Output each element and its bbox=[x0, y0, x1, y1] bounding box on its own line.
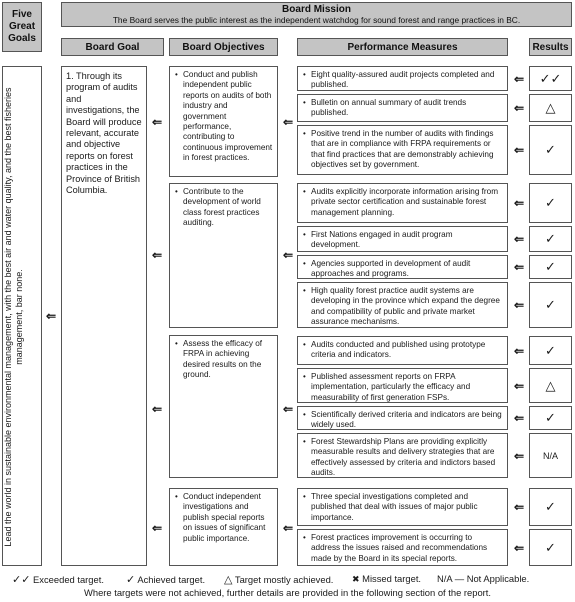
arrow-left-icon: ⇐ bbox=[151, 248, 163, 262]
arrow-left-icon: ⇐ bbox=[151, 402, 163, 416]
measure-box bbox=[297, 226, 508, 252]
objective-text-4: Conduct independent investigations and publish special reports on issues of significant public importance. bbox=[183, 492, 266, 543]
arrow-left-icon: ⇐ bbox=[513, 448, 525, 463]
measure-text: Forest Stewardship Plans are providing explicitly measurable results and delivery strategies that are effectively assessed by criteria and indictors based audits. bbox=[311, 437, 496, 478]
result-cell bbox=[529, 406, 572, 430]
result-symbol: ✓ bbox=[545, 410, 556, 425]
objective-box-3 bbox=[169, 335, 278, 478]
bullet-icon: • bbox=[303, 492, 306, 501]
measure-text: Scientifically derived criteria and indicators are being widely used. bbox=[311, 410, 502, 430]
measure-box bbox=[297, 125, 508, 175]
measure-text: Bulletin on annual summary of audit trends published. bbox=[311, 98, 467, 118]
result-symbol: ✓✓ bbox=[539, 70, 562, 86]
arrow-left-icon: ⇐ bbox=[513, 101, 525, 115]
result-cell bbox=[529, 336, 572, 365]
arrow-left-icon: ⇐ bbox=[513, 378, 525, 393]
board-goal-text: 1. Through its program of audits and investigations, the Board will produce relevant, accurate and objective reports on forest practices in the Province of British Columbia. bbox=[66, 71, 142, 196]
arrow-left-icon: ⇐ bbox=[151, 115, 163, 129]
measure-text: Published assessment reports on FRPA implementation, particularly the efficacy and measurability of first generation FSPs. bbox=[311, 372, 471, 402]
arrow-left-icon: ⇐ bbox=[282, 402, 294, 416]
great-goal-box bbox=[2, 66, 42, 566]
measure-text: Forest practices improvement is occurring to address the issues raised and recommendations made by the Board in its special reports. bbox=[311, 533, 488, 563]
legend-mostly: Target mostly achieved. bbox=[234, 574, 334, 585]
result-symbol: N/A bbox=[542, 450, 558, 461]
bullet-icon: • bbox=[303, 129, 306, 138]
result-cell bbox=[529, 529, 572, 566]
arrow-left-icon: ⇐ bbox=[513, 540, 525, 555]
measure-text: First Nations engaged in audit program development. bbox=[311, 230, 453, 250]
bullet-icon: • bbox=[175, 187, 178, 196]
measure-text: Agencies supported in development of audit approaches and programs. bbox=[311, 259, 471, 279]
bullet-icon: • bbox=[303, 230, 306, 239]
board-objectives-header bbox=[169, 38, 278, 56]
bullet-icon: • bbox=[303, 437, 306, 446]
result-symbol: ✓ bbox=[545, 259, 556, 274]
five-great-goals-label: Five Great Goals bbox=[8, 9, 36, 44]
double-check-icon: ✓✓ bbox=[12, 574, 31, 586]
arrow-left-icon: ⇐ bbox=[513, 260, 525, 274]
objective-text-3: Assess the efficacy of FRPA in achieving desired results on the ground. bbox=[183, 339, 263, 380]
result-symbol: △ bbox=[545, 377, 556, 393]
result-symbol: △ bbox=[545, 100, 556, 115]
measure-text: Audits conducted and published using prototype criteria and indicators. bbox=[311, 340, 486, 360]
result-symbol: ✓ bbox=[545, 231, 556, 246]
measure-text: Three special investigations completed and published that deal with issues of major public importance. bbox=[311, 492, 478, 522]
board-goal-header bbox=[61, 38, 164, 56]
bullet-icon: • bbox=[303, 372, 306, 381]
measure-box bbox=[297, 66, 508, 91]
bullet-icon: • bbox=[303, 533, 306, 542]
arrow-left-icon: ⇐ bbox=[513, 343, 525, 358]
measure-text: Positive trend in the number of audits with findings that are in compliance with FRPA requirements or that find practices that are demonstrably achieving objectives set by government. bbox=[311, 129, 494, 170]
bullet-icon: • bbox=[175, 339, 178, 348]
check-icon: ✓ bbox=[126, 574, 136, 586]
arrow-left-icon: ⇐ bbox=[45, 309, 57, 323]
result-symbol: ✓ bbox=[545, 297, 556, 312]
result-cell bbox=[529, 94, 572, 122]
result-cell bbox=[529, 125, 572, 175]
cross-icon: ✖ bbox=[352, 574, 360, 584]
legend-missed: Missed target. bbox=[362, 573, 422, 584]
result-cell bbox=[529, 368, 572, 403]
measure-box bbox=[297, 282, 508, 328]
measure-box bbox=[297, 255, 508, 279]
objective-text-2: Contribute to the development of world class forest practices auditing. bbox=[183, 187, 261, 228]
result-cell bbox=[529, 255, 572, 279]
arrow-left-icon: ⇐ bbox=[513, 411, 525, 425]
result-symbol: ✓ bbox=[545, 342, 556, 358]
measure-box bbox=[297, 336, 508, 365]
legend-footnote: Where targets were not achieved, further details are provided in the following section of the report. bbox=[84, 587, 491, 598]
results-label: Results bbox=[532, 41, 569, 53]
measure-box bbox=[297, 406, 508, 430]
arrow-left-icon: ⇐ bbox=[151, 521, 163, 535]
bullet-icon: • bbox=[175, 492, 178, 501]
measure-box bbox=[297, 183, 508, 223]
arrow-left-icon: ⇐ bbox=[513, 500, 525, 514]
result-cell bbox=[529, 433, 572, 478]
measure-text: Eight quality-assured audit projects completed and published. bbox=[311, 70, 495, 90]
result-cell bbox=[529, 183, 572, 223]
measure-box bbox=[297, 94, 508, 122]
arrow-left-icon: ⇐ bbox=[282, 115, 294, 129]
measure-box bbox=[297, 488, 508, 526]
result-cell bbox=[529, 488, 572, 526]
legend-na: N/A — Not Applicable. bbox=[437, 573, 530, 584]
objective-box-2 bbox=[169, 183, 278, 328]
measure-box bbox=[297, 529, 508, 566]
measure-box bbox=[297, 368, 508, 403]
legend-exceeded: Exceeded target. bbox=[33, 574, 104, 585]
result-cell bbox=[529, 282, 572, 328]
arrow-left-icon: ⇐ bbox=[513, 196, 525, 210]
bullet-icon: • bbox=[303, 70, 306, 79]
bullet-icon: • bbox=[303, 286, 306, 295]
legend bbox=[12, 573, 104, 586]
bullet-icon: • bbox=[303, 187, 306, 196]
bullet-icon: • bbox=[303, 98, 306, 107]
board-mission-text: The Board serves the public interest as the independent watchdog for sound forest and range practices in BC. bbox=[112, 15, 521, 25]
arrow-left-icon: ⇐ bbox=[513, 298, 525, 312]
great-goal-text: Lead the world in sustainable environmental management, with the best air and water quality, and the best fisheries management, bar none. bbox=[3, 87, 24, 547]
result-symbol: ✓ bbox=[545, 195, 556, 210]
triangle-icon: △ bbox=[224, 574, 233, 586]
arrow-left-icon: ⇐ bbox=[282, 248, 294, 262]
measure-box bbox=[297, 433, 508, 478]
legend-achieved: Achieved target. bbox=[137, 574, 206, 585]
results-header bbox=[529, 38, 572, 56]
board-mission-header bbox=[61, 2, 572, 27]
measure-text: Audits explicitly incorporate information arising from private sector certification and sustainable forest management planning. bbox=[311, 187, 499, 217]
objective-box-4 bbox=[169, 488, 278, 566]
legend-achieved-item bbox=[126, 573, 205, 586]
measure-text: High quality forest practice audit systems are developing in the province which expand the degree and compatibility of public and private market assurance mechanisms. bbox=[311, 286, 500, 327]
board-objectives-label: Board Objectives bbox=[182, 41, 265, 53]
arrow-left-icon: ⇐ bbox=[513, 71, 525, 86]
result-symbol: ✓ bbox=[545, 499, 556, 514]
result-symbol: ✓ bbox=[545, 142, 556, 157]
objective-text-1: Conduct and publish independent public reports on audits of both industry and government performance, contributing to continuous improvement in forest practices. bbox=[183, 70, 273, 163]
bullet-icon: • bbox=[303, 340, 306, 349]
bullet-icon: • bbox=[303, 259, 306, 268]
result-cell bbox=[529, 66, 572, 91]
arrow-left-icon: ⇐ bbox=[282, 521, 294, 535]
arrow-left-icon: ⇐ bbox=[513, 232, 525, 246]
objective-box-1 bbox=[169, 66, 278, 177]
arrow-left-icon: ⇐ bbox=[513, 143, 525, 157]
board-goal-label: Board Goal bbox=[85, 41, 140, 53]
result-cell bbox=[529, 226, 572, 252]
legend-missed-item bbox=[352, 573, 421, 585]
board-mission-title: Board Mission bbox=[282, 4, 351, 15]
legend-mostly-item bbox=[224, 573, 333, 586]
bullet-icon: • bbox=[303, 410, 306, 419]
five-great-goals-header bbox=[2, 2, 42, 52]
performance-measures-header bbox=[297, 38, 508, 56]
board-goal-box bbox=[61, 66, 147, 566]
performance-measures-label: Performance Measures bbox=[347, 41, 458, 53]
result-symbol: ✓ bbox=[545, 539, 556, 555]
bullet-icon: • bbox=[175, 70, 178, 79]
legend-na-item bbox=[437, 573, 529, 584]
